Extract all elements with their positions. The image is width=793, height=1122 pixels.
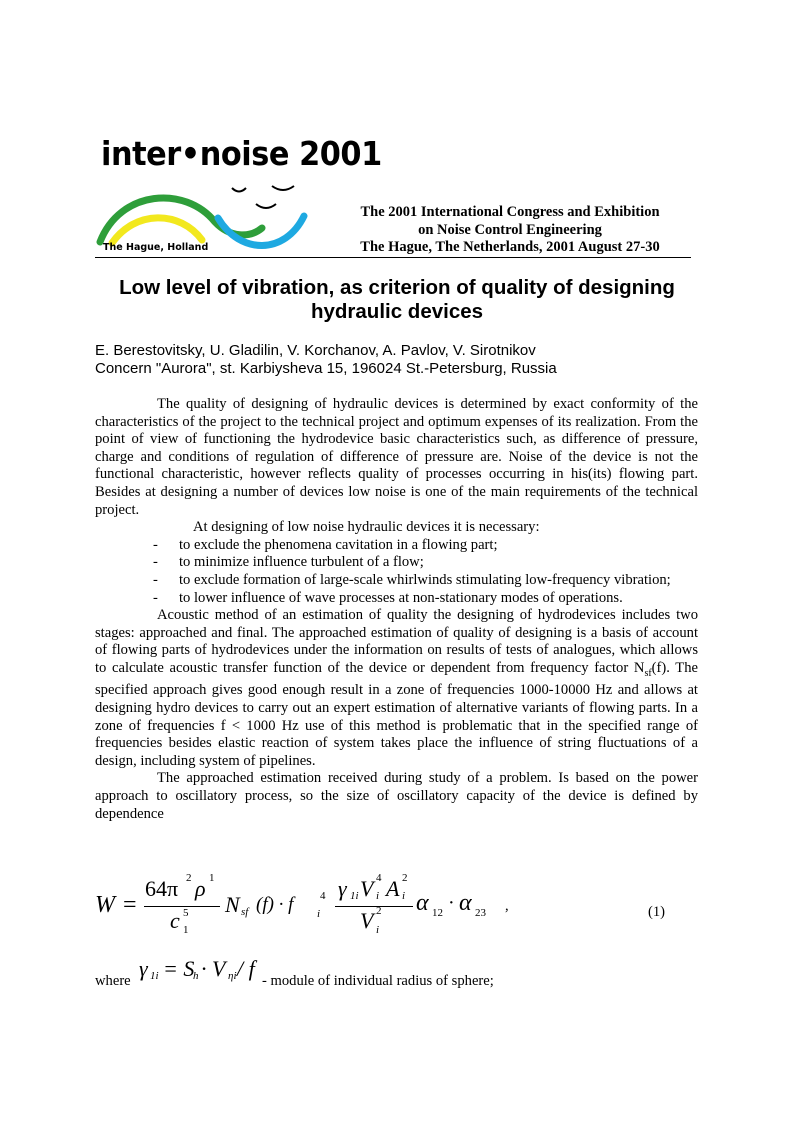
formula-alpha-2: α xyxy=(459,890,472,916)
where-eq-s: = S xyxy=(163,956,195,981)
formula-alpha-1: α xyxy=(416,890,429,916)
logo-yellow-arc xyxy=(112,218,202,243)
formula-nsf: N xyxy=(225,892,240,917)
author-block xyxy=(95,342,715,378)
conference-line-3: The Hague, The Netherlands, 2001 August 27-30 xyxy=(360,239,660,255)
formula-nsf-sub: sf xyxy=(241,906,249,918)
formula-num1: 64π xyxy=(145,876,179,901)
formula-f-arg: (f) · f xyxy=(256,894,294,915)
formula-den2-sub: i xyxy=(376,924,380,936)
author-list: E. Berestovitsky, U. Gladilin, V. Korchanov, A. Pavlov, V. Sirotnikov xyxy=(95,342,536,359)
formula-num1-sup: 2 xyxy=(186,872,192,884)
formula-equals: = xyxy=(123,892,137,918)
conference-line-2: on Noise Control Engineering xyxy=(418,221,602,238)
formula-a-sub: i xyxy=(402,890,406,902)
list-item: - to minimize influence turbulent of a flow; xyxy=(153,554,424,571)
where-gamma: γ xyxy=(139,956,148,981)
equation-1 xyxy=(95,872,699,952)
formula-rho-sup: 1 xyxy=(209,872,215,884)
list-item: - to lower influence of wave processes at non-stationary modes of operations. xyxy=(153,589,623,606)
formula-v-sub: i xyxy=(376,890,380,902)
formula-gamma: γ xyxy=(338,876,347,901)
list-item: - to exclude the phenomena cavitation in a flowing part; xyxy=(153,536,498,553)
logo-smile-1 xyxy=(232,188,246,192)
where-description: - module of individual radius of sphere; xyxy=(262,973,494,989)
paragraph-2: At designing of low noise hydraulic devices it is necessary: xyxy=(193,519,540,536)
formula-f-sub: i xyxy=(317,908,321,920)
formula-den1-sup: 5 xyxy=(183,907,189,919)
paragraph-3: Acoustic method of an estimation of quality the designing of hydrodevices includes two stages: approached and final. The approached estimation of quality of designing is a basis of account of flowing parts of hydrodevices under the information on results of tests of analogues, which allows to calculate acoustic transfer function of the device or dependent from frequency factor $N_{sf}(f)$. The specified approach gives good enough result in a zone of frequencies 1000-10000 Hz and allows at designing hydro devices to carry out an expert estimation of alternative variants of flowing parts. In a zone of frequencies f < 1000 Hz use of this method is problematic that in the specified range of frequencies besides elastic reaction of system takes place the influence of string fluctuations of a design, including system of pipelines. xyxy=(95,607,698,769)
formula-f-sup: 4 xyxy=(320,890,326,902)
conference-logo-graphic xyxy=(90,180,330,250)
list-item: - to exclude formation of large-scale whirlwinds stimulating low-frequency vibration; xyxy=(153,571,671,588)
formula-alpha-2-sub: 23 xyxy=(475,907,486,919)
formula-den2-sup: 2 xyxy=(376,905,382,917)
formula-alpha-1-sub: 12 xyxy=(432,907,443,919)
where-s-sub: h xyxy=(193,970,199,982)
conference-logo-text: inter•noise 2001 xyxy=(101,134,382,173)
affiliation: Concern "Aurora", st. Karbiysheva 15, 196024 St.-Petersburg, Russia xyxy=(95,360,557,377)
formula-rho: ρ xyxy=(195,876,206,901)
logo-smile-3 xyxy=(272,186,294,190)
formula-gamma-sub: 1i xyxy=(350,890,359,902)
logo-location: The Hague, Holland xyxy=(103,242,209,253)
where-v: · V xyxy=(201,956,226,981)
formula-a-sup: 2 xyxy=(402,872,408,884)
paragraph-1: The quality of designing of hydraulic devices is determined by exact conformity of the characteristics of the project to the technical project and optimum expenses of its realization. From the point of view of functioning the hydrodevice basic characteristics such, as difference of pressure, charge and conditions of regulation of difference of pressure are. Noise of the device is not the functional characteristic, however reflects quality of processes occurring in his(its) flowing part. Besides at designing a number of devices low noise is one of the main requirements of the technical project. xyxy=(95,396,698,518)
where-gamma-sub: 1i xyxy=(150,970,159,982)
formula-lhs: W xyxy=(95,892,115,918)
formula-a: A xyxy=(386,876,400,901)
formula-den2: V xyxy=(360,908,374,933)
where-clause xyxy=(95,956,699,996)
where-v-sub: ηi xyxy=(228,970,237,982)
paper-title: Low level of vibration, as criterion of quality of designing hydraulic devices xyxy=(119,276,675,323)
conference-info xyxy=(338,204,682,257)
equation-number: (1) xyxy=(648,904,666,920)
formula-comma: , xyxy=(505,898,509,914)
header-divider xyxy=(95,257,691,258)
fraction-bar-2 xyxy=(335,906,413,907)
formula-v-sup: 4 xyxy=(376,872,382,884)
formula-dot: · xyxy=(448,892,455,914)
paragraph-4: The approached estimation received during study of a problem. Is based on the power approach to oscillatory process, so the size of oscillatory capacity of the device is defined by dependence xyxy=(95,770,698,822)
formula-den1-sub: 1 xyxy=(183,924,189,936)
conference-line-1: The 2001 International Congress and Exhibition xyxy=(360,204,660,220)
paper-body xyxy=(95,396,698,823)
where-tail: / f xyxy=(237,956,255,981)
formula-den1: c xyxy=(170,908,180,933)
formula-v: V xyxy=(360,876,374,901)
fraction-bar-1 xyxy=(144,906,220,907)
where-label: where xyxy=(95,973,131,989)
logo-smile-2 xyxy=(256,204,276,208)
